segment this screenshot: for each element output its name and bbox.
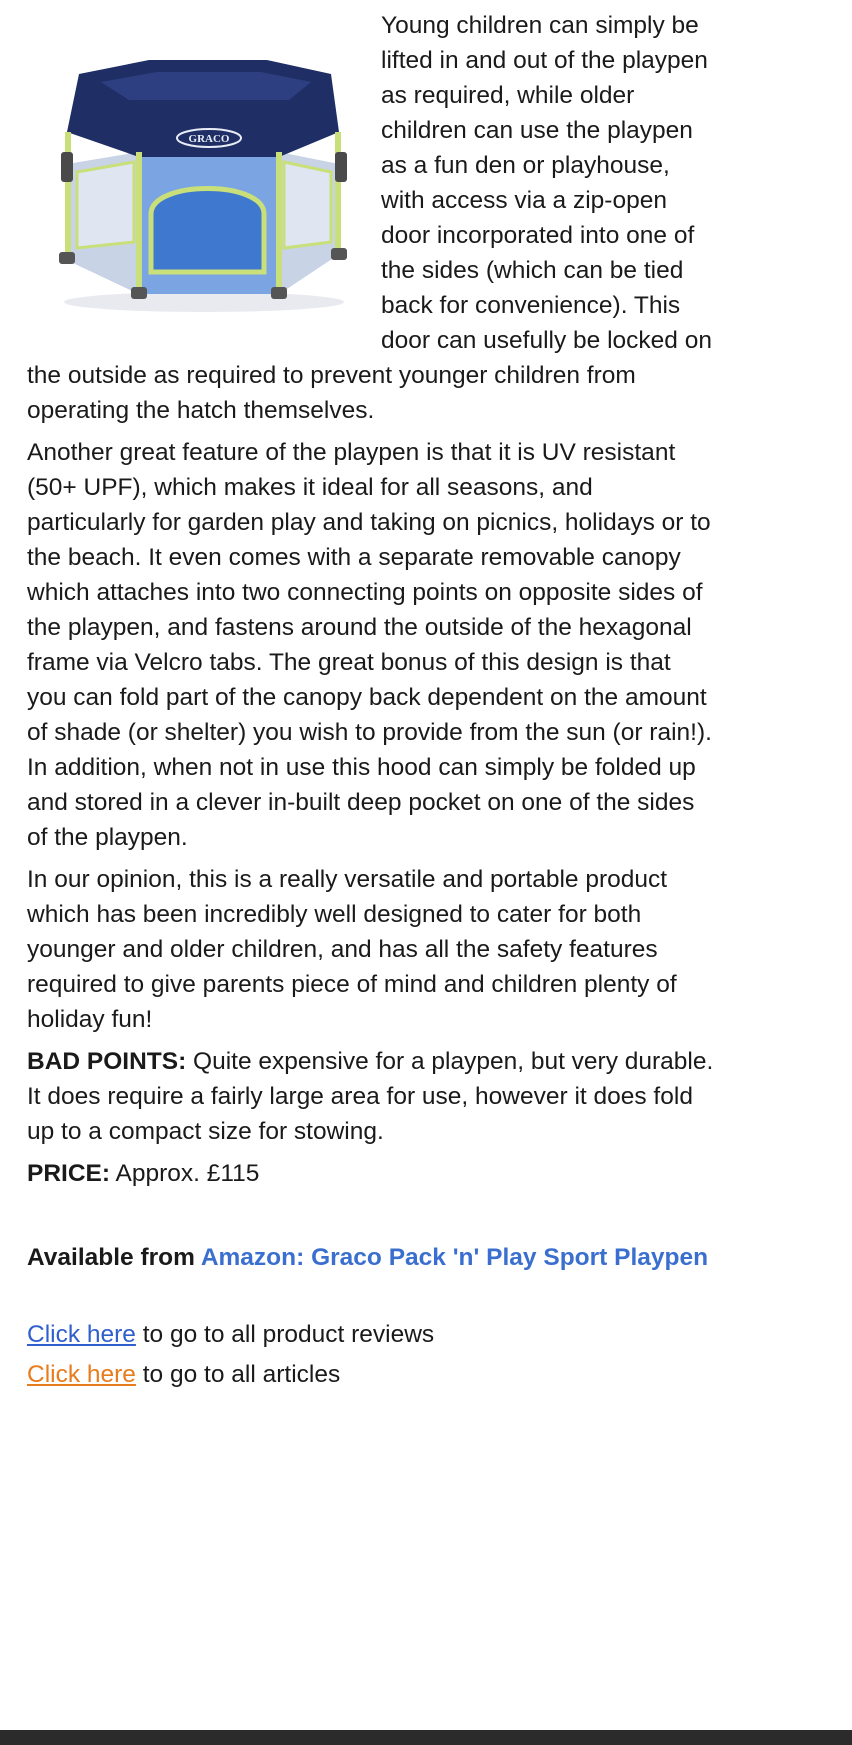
graco-logo-text: GRACO: [188, 133, 230, 145]
bottom-bar: [0, 1730, 852, 1745]
playpen-product-image: [39, 2, 359, 327]
all-articles-link[interactable]: Click here: [27, 1361, 136, 1388]
articles-link-line: [27, 1357, 717, 1392]
paragraph-uv-canopy: Another great feature of the playpen is that it is UV resistant (50+ UPF), which makes it ideal for all seasons, and particularly for garden play and taking on picnics, holidays or to the beach. It even comes with a separate removable canopy which attaches into two connecting points on opposite sides of the playpen, and fastens around the outside of the hexagonal frame via Velcro tabs. The great bonus of this design is that you can fold part of the canopy back dependent on the amount of shade (or shelter) you wish to provide from the sun (or rain!). In addition, when not in use this hood can simply be folded up and stored in a clever in-built deep pocket on one of the sides of the playpen.: [27, 439, 712, 851]
articles-link-text: to go to all articles: [135, 1361, 341, 1388]
spacer: [27, 1275, 717, 1317]
paragraph-access: Young children can simply be lifted in and out of the playpen as required, while older children can use the playpen as a fun den or playhouse, with access via a zip-open door incorporated into one of the sides (which can be tied back for convenience). This door can usefully be locked on the outside as required to prevent younger children from operating the hatch themselves.: [27, 12, 712, 424]
spacer: [27, 1198, 717, 1240]
price: [27, 1156, 717, 1191]
reviews-link-line: [27, 1317, 717, 1352]
available-from: [27, 1240, 717, 1275]
bad-points-label: BAD POINTS:: [27, 1048, 187, 1075]
amazon-product-link[interactable]: Amazon: Graco Pack 'n' Play Sport Playpen: [200, 1244, 709, 1271]
article-body: [27, 0, 717, 1397]
reviews-link-text: to go to all product reviews: [135, 1321, 435, 1348]
price-label: PRICE:: [27, 1160, 111, 1187]
all-reviews-link[interactable]: Click here: [27, 1321, 136, 1348]
paragraph-opinion: In our opinion, this is a really versatile and portable product which has been incredibly well designed to cater for both younger and older children, and has all the safety features required to give parents piece of mind and children plenty of holiday fun!: [27, 866, 677, 1033]
price-text: Approx. £115: [110, 1160, 260, 1187]
bad-points: [27, 1044, 717, 1149]
bad-points-text: Quite expensive for a playpen, but very durable. It does require a fairly large area for use, however it does fold up to a compact size for stowing.: [27, 1048, 714, 1145]
available-label: Available from: [27, 1244, 201, 1271]
